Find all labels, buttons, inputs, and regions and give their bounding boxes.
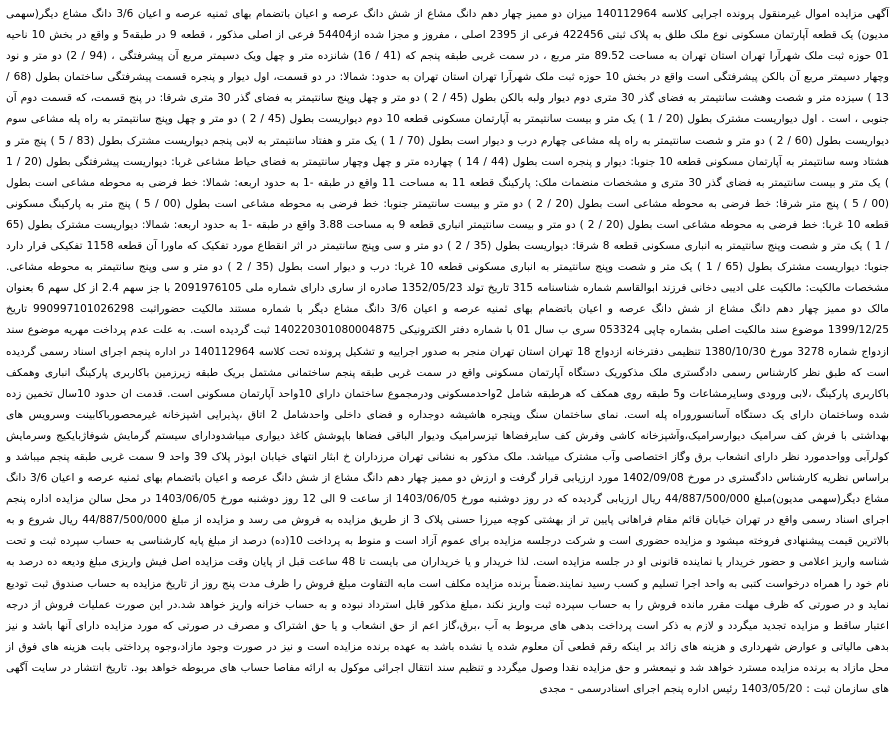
notice-body-text: آگهی مزایده اموال غیرمنقول پرونده اجرایی کلاسه 140112964 میزان دو ممیز چهار دهم دانگ مشاع از شش دانگ عرصه و اعیان باتضمام بهای ثمنیه عرصه و اعیان 3/6 دانگ مشاع دیگر(سهمی مدیون) یک قطعه آپارتمان مسکونی نوع ملک طلق به پلاک ثبتی 422456 فرعی از 2395 اصلی ، مفروز و مجزا شده از54404 فرعی از اصلی مذکور ، قطعه 9 در طبقه5 و واقع در بخش 10 ناحیه 01 حوزه ثبت ملک شهرآرا تهران استان تهران به مساحت 89.52 متر مربع ، در سمت غربی طبقه پنجم که (41 / 16) شانزده متر و چهل ویک دسیمتر مربع آن پیشرفتگی ، (94 / 2) دو متر و نود وچهار دسیمتر مربع آن بالکن پیشرفتگی است واقع در بخش 10 حوزه ثبت ملک شهرآرا تهران استان تهران به حدود: شمالا: در دو قسمت، اول دیوار و پنجره قسمت پیشرفتگی ساختمان بطول (68 / 13 ) سیزده متر و شصت وهشت سانتیمتر به فضای گذر 30 متری دوم دیوار ولبه بالکن بطول (45 / 2 ) دو متر و چهل وپنج سانتیمتر به فضای گذر 30 متری شرقا: در پنج قسمت، که قسمت دوم آن جنوبی ، است . اول دیواریست مشترک بطول (20 / 1 ) یک متر و بیست سانتیمتر به آپارتمان مسکونی قطعه 10 دوم دیواریست بطول (45 / 2 ) دو متر و چهل وپنج سانتیمتر به راه پله مشاعی سوم دیواریست بطول (60 / 2 ) دو متر و شصت سانتیمتر به راه پله مشاعی چهارم درب و دیوار است بطول (70 / 1 ) یک متر و هفتاد سانتیمتر به لابی پنجم دیواریست مشترک بطول (83 / 5 ) پنج متر و هشتاد وسه سانتیمتر به آپارتمان مسکونی قطعه 10 جنوبا: دیوار و پنجره است بطول (44 / 14 ) چهارده متر و چهل وچهار سانتیمتر به فضای حیاط مشاعی غربا: دیواریست پیشرفتگی بطول (20 / 1 ) یک متر و بیست سانتیمتر به فضای گذر 30 متری و مشخصات منضمات ملک: پارکینگ قطعه 11 به مساحت 11 واقع در طبقه -1 به حدود اربعه: شمالا: خط فرضی به محوطه مشاعی است بطول (00 / 5 ) پنج متر شرقا: خط فرضی به محوطه مشاعی است بطول (20 / 2 ) دو متر و بیست سانتیمتر جنوبا: خط فرضی به محوطه مشاعی است بطول (00 / 5 ) پنج متر به پارکینگ مسکونی قطعه 10 غربا: خط فرضی به محوطه مشاعی است بطول (20 / 2 ) دو متر و بیست سانتیمتر انباری قطعه 9 به مساحت 3.88 واقع در طبقه -1 به حدود اربعه: شمالا: دیواریست مشترک بطول (65 / 1 ) یک متر و شصت وپنج سانتیمتر به انباری مسکونی قطعه 8 شرقا: دیواریست بطول (35 / 2 ) دو متر و سی وپنج سانتیمتر در اثر انقطاع مورد تفکیک که ماورا آن قطعه 1158 تفکیکی قرار دارد جنوبا: دیواریست مشترک بطول (65 / 1 ) یک متر و شصت وپنج سانتیمتر به انباری مسکونی قطعه 10 غربا: درب و دیوار است بطول (35 / 2 ) دو متر و سی وپنج سانتیمتر به محوطه مشاعی. مشخصات مالکیت: مالکیت علی ادیبی دخانی فرزند ابوالقاسم شماره شناسنامه 315 تاریخ تولد 1352/05/23 صادره از ساری دارای شماره ملی 2091976105 با جز سهم 2.4 از کل سهم 6 بعنوان مالک دو ممیز چهار دهم دانگ مشاع از شش دانگ عرصه و اعیان باتضمام بهای ثمنیه عرصه و اعیان 3/6 دانگ مشاع دیگر با شماره مستند مالکیت حضوراثبت 990997101026298 تاریخ 1399/12/25 موضوع سند مالکیت اصلی بشماره چاپی 053324 سری ب سال 01 با شماره دفتر الکترونیکی 140220301080004875 ثبت گردیده است. به علت عدم پرداخت مهریه موضوع سند ازدواج شماره 3278 مورخ 1380/10/30 تنظیمی دفترخانه ازدواج 18 تهران استان تهران منجر به صدور اجراییه و تشکیل پرونده تحت کلاسه 140112964 در اداره پنجم اجرای اسناد رسمی گردیده است که طبق نظر کارشناس رسمی دادگستری ملک مذکوریک دستگاه آپارتمان مسکونی واقع در سمت غربی طبقه پنجم ساختمانی مشتمل بریک طبقه زیرزمین باکاربری پارکینگ انباری وهمکف باکاربری پارکینگ ،لابی ورودی وسایرمشاعات و5 طبقه روی همکف که هرطبقه شامل 2واحدمسکونی ودرمجموع ساختمان دارای 10واحد آپارتمان مسکونی است. قدمت ان حدود 10سال تخمین زده شده وساختمان دارای یک دستگاه آسانسوروراه پله است. نمای ساختمان سنگ وپنجره هاشیشه دوجداره و فضای داخلی واحدشامل 2 اتاق ،پذیرایی اشپزخانه غیرمحصورباکابینت وسرویس های بهداشتی با فرش کف سرامیک دیوارسرامیک،وآشپزخانه کاشی وفرش کف سایرفضاها تیزسرامیک وديوار الباقی فضاها باپوشش کاغذ دیواری میباشدودارای سیستم گرمایش شوفاژبایکیج وسرمایش کولرآبی وواحدمورد نظر دارای انشعاب برق وگاز اختصاصی وآب مشترک میباشد. ملک مذکور به نشانی تهران مرزداران خ ابثار انتهای خیابان ابوذر پلاک 39 واحد 9 سمت غربی طبقه پنجم میباشد و براساس نظریه کارشناس دادگستری در مورخ 1402/09/08 مورد ارزیابی قرار گرفت و ارزش دو ممیز چهار دهم دانگ مشاع از شش دانگ عرصه و اعیان باتضمام بهای ثمنیه عرصه و اعیان 3/6 دانگ مشاع دیگر(سهمی مدیون)مبلغ 44/887/500/000 ریال ارزیابی گردیده که در روز دوشنبه مورخ 1403/06/05 از ساعت 9 الی 12 روز دوشنبه مورخ 1403/06/05 در محل سالن مزایده اداره پنجم اجرای اسناد رسمی واقع در تهران خیابان قائم مقام فراهانی پایین تر از بهشتی کوچه میرزا حسنی پلاک 3 از طریق مزایده به فروش می رسد و مزایده از مبلغ 44/887/500/000 ریال شروع و به بالاترین قیمت پیشنهادی فروخته میشود و مزایده حضوری است و شرکت درجلسه مزایده برای عموم آزاد است و منوط به پرداخت 10(ده) درصد از مبلغ پایه کارشناسی به حساب سپرده ثبت و تحت شناسه واریز اعلامی و حضور خریدار یا نماینده قانونی او در جلسه مزایده است. لذا خریدار و یا خریداران می بایست تا 48 ساعت قبل از پایان وقت مزایده اصل فیش واریزی مبلغ ودیعه ده درصد به نام خود را همراه درخواست کتبی به واحد اجرا تسلیم و کسب رسید نمایند.ضمناً برنده مزایده مکلف است مابه التفاوت مبلغ فروش را ظرف مدت پنج روز از تاریخ مزایده به حساب صندوق ثبت تودیع نماید و در صورتی که ظرف مهلت مقرر مانده فروش را به حساب سپرده ثبت واریز نکند ،مبلغ مذکور قابل استرداد نبوده و به حساب خزانه واریز خواهد شد.در این صورت عملیات فروش از درجه اعتبار ساقط و مزایده تجدید میگردد و لازم به ذکر است پرداخت بدهی های مربوط به آب ،برق،گاز اعم از حق انشعاب و یا حق اشتراک و مصرف در صورتی که مورد مزایده دارای آنها باشد و نیز بدهی مالیاتی و عوارض شهرداری و هزینه های زائد بر اینکه رقم قطعی آن معلوم شده یا نشده باشد به عهده برنده مزایده است و نیز در صورت وجود مازاد،وجوه پرداختی بابت هزینه های فوق از محل مازاد به برنده مزایده مسترد خواهد شد و نیمعشر و حق مزایده نقدا وصول میگردد و تنظیم سند انتقال اجرائی موکول به ارائه مفاصا حساب های مربوطه خواهد بود. تاریخ انتشار در سایت آگهی های سازمان ثبت : 1403/05/20 رئیس اداره پنجم اجرای اسنادرسمی - مجدی <box>6 8 890 695</box>
